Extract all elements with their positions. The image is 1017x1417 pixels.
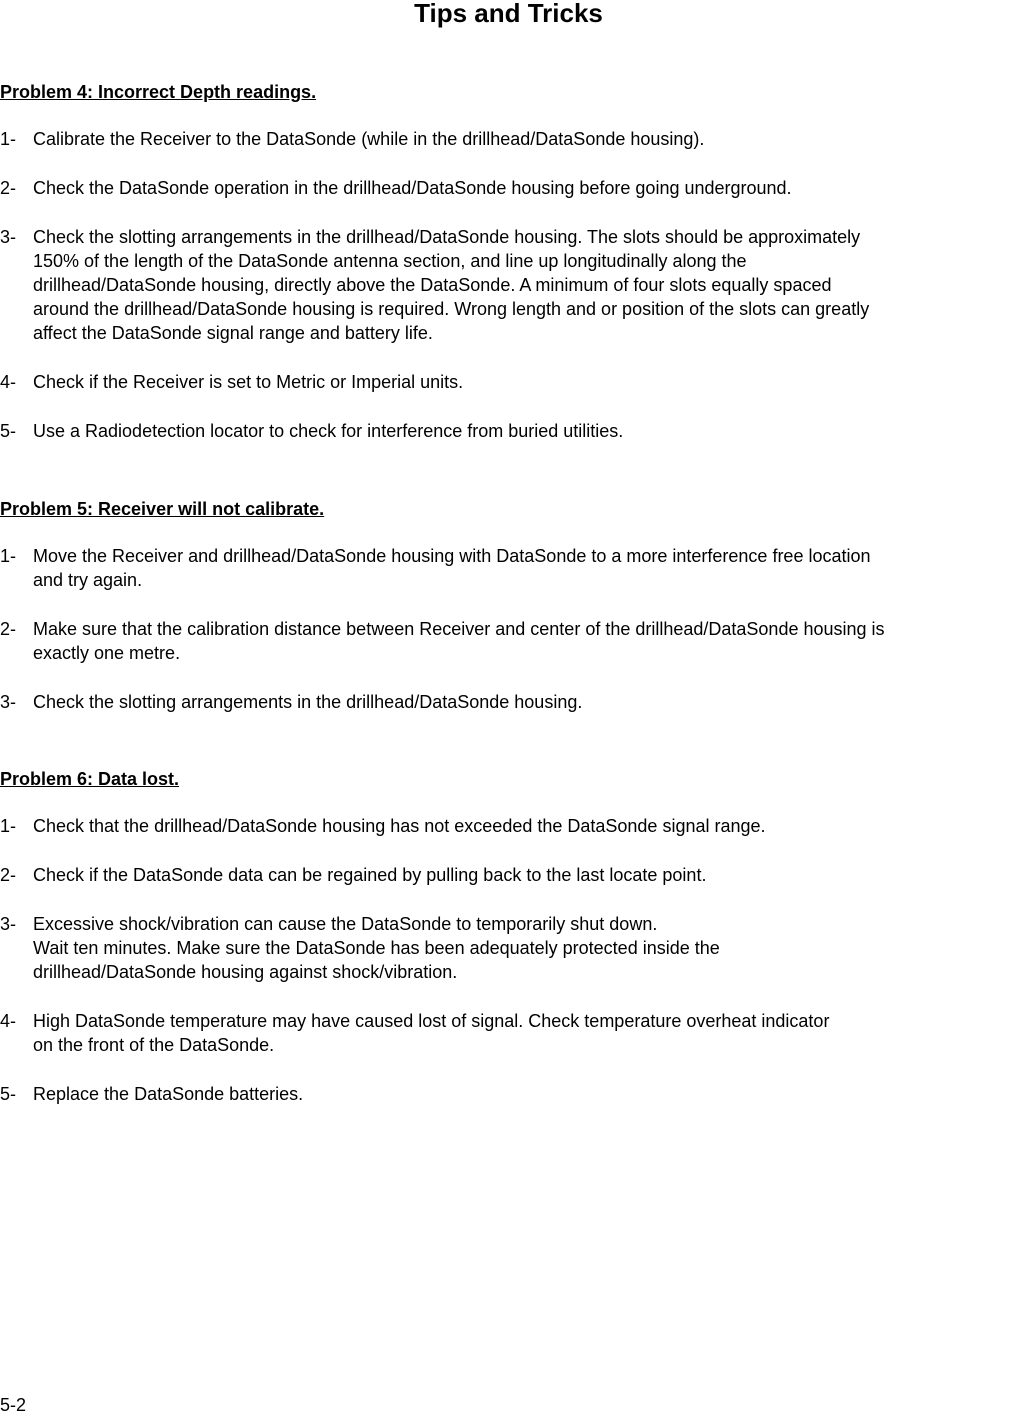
item-text: High DataSonde temperature may have caused lost of signal. Check temperature overheat indicator on the front of the DataSonde. (33, 1011, 830, 1055)
item-number: 3- (0, 692, 17, 712)
item-number: 5- (0, 421, 17, 441)
item-text: Check the slotting arrangements in the drillhead/DataSonde housing. (33, 692, 583, 712)
list-item (0, 690, 1017, 714)
item-text: Make sure that the calibration distance between Receiver and center of the drillhead/DataSonde housing is exactly one metre. (33, 619, 885, 663)
list-item (0, 1082, 1017, 1106)
list-item (0, 176, 1017, 200)
list-item (0, 370, 1017, 394)
item-number: 3- (0, 914, 17, 934)
section-heading: Problem 4: Incorrect Depth readings. (0, 82, 317, 102)
item-text: Replace the DataSonde batteries. (33, 1084, 304, 1104)
section-problem-4 (0, 80, 1017, 468)
item-number: 4- (0, 1011, 17, 1031)
section-problem-6 (0, 767, 1017, 1131)
item-number: 4- (0, 372, 17, 392)
item-number: 2- (0, 619, 17, 639)
item-text: Check the slotting arrangements in the drillhead/DataSonde housing. The slots should be approximately 150% of the length of the DataSonde antenna section, and line up longitudinally along the drillhead/DataSonde housing, directly above the DataSonde. A minimum of four slots equally spaced around the drillhead/DataSonde housing is required. Wrong length and or position of the slots can greatly affect the DataSonde signal range and battery life. (33, 227, 870, 343)
item-text: Move the Receiver and drillhead/DataSonde housing with DataSonde to a more interference free location and try again. (33, 546, 871, 590)
list-item (0, 544, 1017, 592)
section-problem-5 (0, 497, 1017, 739)
list-item (0, 1009, 1017, 1057)
page-number: 5-2 (0, 1395, 27, 1415)
page-title: Tips and Tricks (414, 0, 603, 28)
list-item (0, 617, 1017, 665)
item-number: 1- (0, 129, 17, 149)
item-text: Check that the drillhead/DataSonde housing has not exceeded the DataSonde signal range. (33, 816, 766, 836)
list-item (0, 225, 1017, 345)
list-item (0, 127, 1017, 151)
item-text: Use a Radiodetection locator to check for interference from buried utilities. (33, 421, 624, 441)
item-number: 3- (0, 227, 17, 247)
section-heading: Problem 5: Receiver will not calibrate. (0, 499, 325, 519)
item-number: 1- (0, 816, 17, 836)
item-number: 1- (0, 546, 17, 566)
list-item (0, 863, 1017, 887)
list-item (0, 912, 1017, 984)
item-text: Check if the DataSonde data can be regained by pulling back to the last locate point. (33, 865, 707, 885)
section-heading: Problem 6: Data lost. (0, 769, 180, 789)
list-item (0, 419, 1017, 443)
item-number: 5- (0, 1084, 17, 1104)
item-number: 2- (0, 178, 17, 198)
item-text: Check the DataSonde operation in the drillhead/DataSonde housing before going underground. (33, 178, 792, 198)
item-text: Calibrate the Receiver to the DataSonde (while in the drillhead/DataSonde housing). (33, 129, 705, 149)
item-text: Excessive shock/vibration can cause the DataSonde to temporarily shut down. Wait ten minutes. Make sure the DataSonde has been adequately protected inside the drillhead/DataSonde housing against shock/vibration. (33, 914, 720, 982)
list-item (0, 814, 1017, 838)
item-text: Check if the Receiver is set to Metric or Imperial units. (33, 372, 464, 392)
item-number: 2- (0, 865, 17, 885)
